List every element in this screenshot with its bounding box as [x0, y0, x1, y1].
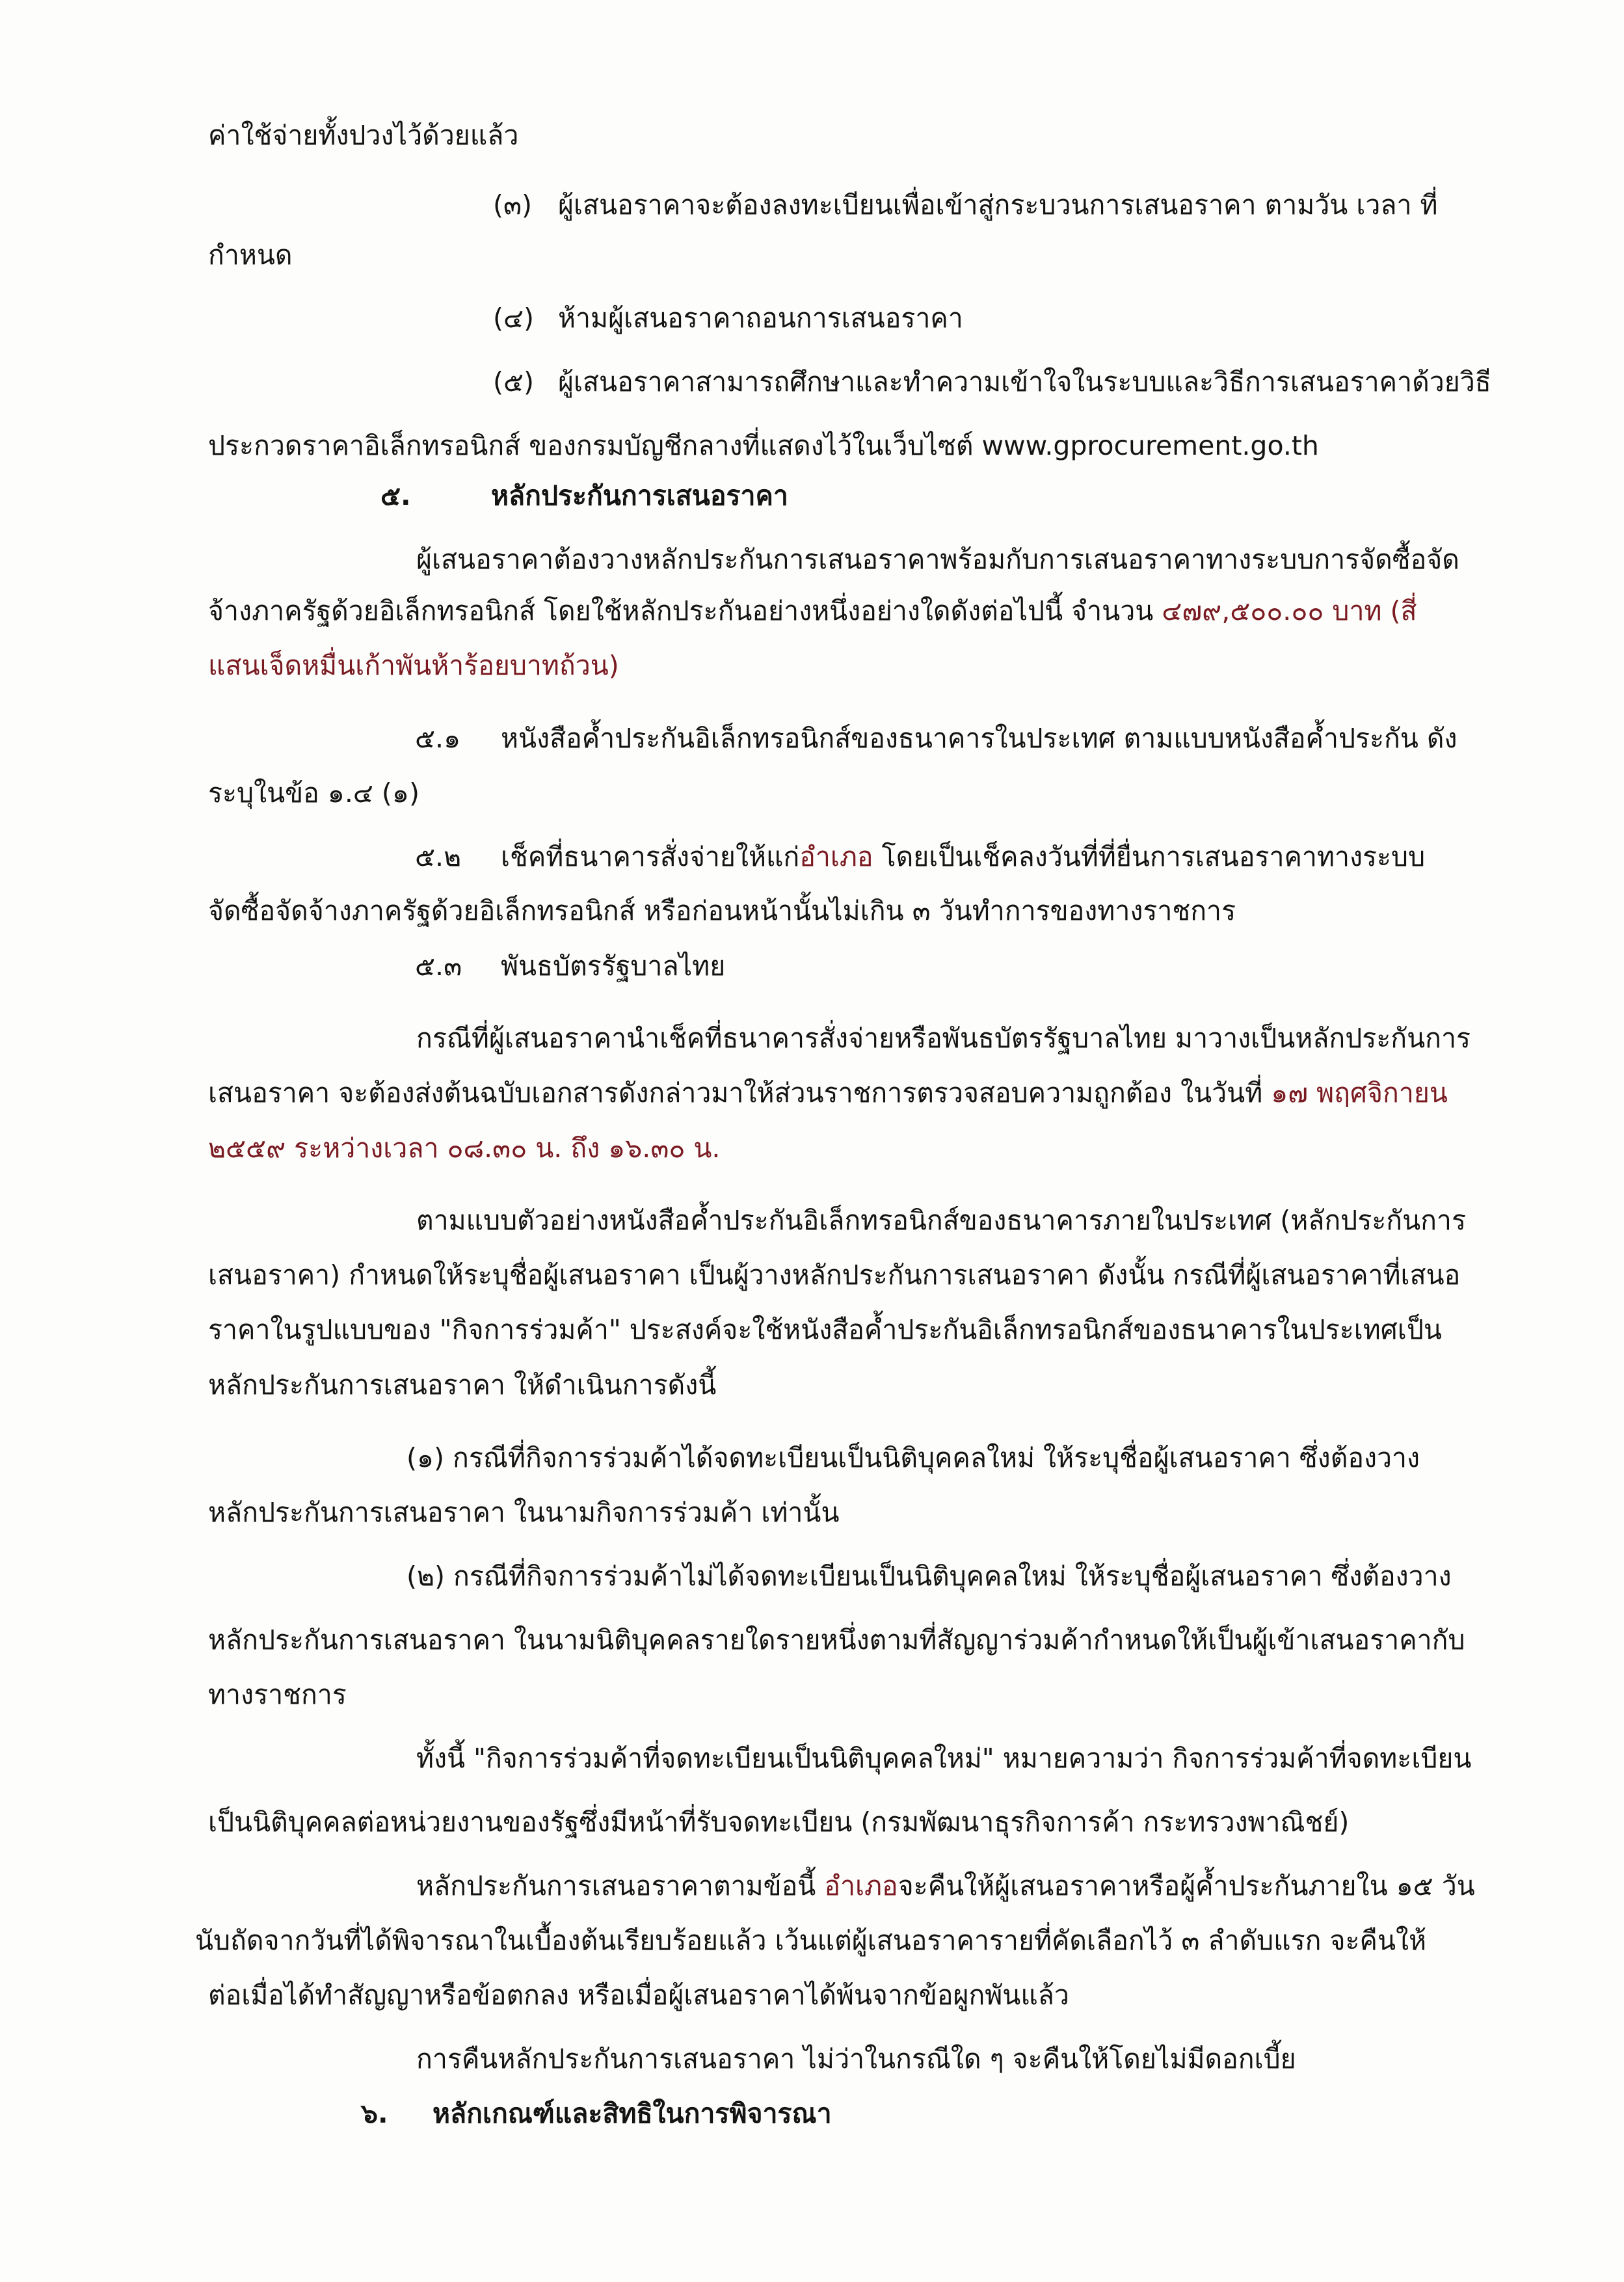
text-line: ประกวดราคาอิเล็กทรอนิกส์ ของกรมบัญชีกลางที่แสดงไว้ในเว็บไซต์ www.gprocurement.go.th [208, 430, 1319, 461]
text-line: ทางราชการ [208, 1679, 347, 1710]
text-line: จัดซื้อจัดจ้างภาครัฐด้วยอิเล็กทรอนิกส์ หรือก่อนหน้านั้นไม่เกิน ๓ วันทำการของทางราชการ [208, 895, 1236, 926]
list-item-4: (๔) ห้ามผู้เสนอราคาถอนการเสนอราคา [493, 302, 963, 334]
text-line: หลักประกันการเสนอราคาตามข้อนี้ อำเภอจะคืนให้ผู้เสนอราคาหรือผู้ค้ำประกันภายใน ๑๕ วัน [416, 1870, 1475, 1901]
text-line: แสนเจ็ดหมื่นเก้าพันห้าร้อยบาทถ้วน) [208, 650, 619, 681]
text-line: เป็นนิติบุคคลต่อหน่วยงานของรัฐซึ่งมีหน้าที่รับจดทะเบียน (กรมพัฒนาธุรกิจการค้า กระทรวงพาณิชย์) [208, 1806, 1350, 1838]
list-item-5: (๕) ผู้เสนอราคาสามารถศึกษาและทำความเข้าใจในระบบและวิธีการเสนอราคาด้วยวิธี [493, 366, 1491, 397]
section-heading-6: ๖. หลักเกณฑ์และสิทธิในการพิจารณา [361, 2098, 832, 2129]
text-line: ค่าใช้จ่ายทั้งปวงไว้ด้วยแล้ว [208, 120, 519, 151]
list-item-3: (๓) ผู้เสนอราคาจะต้องลงทะเบียนเพื่อเข้าสู่กระบวนการเสนอราคา ตามวัน เวลา ที่ [493, 189, 1438, 221]
sub-item-5-3: ๕.๓ พันธบัตรรัฐบาลไทย [415, 950, 726, 982]
text-line: (๒) กรณีที่กิจการร่วมค้าไม่ได้จดทะเบียนเป็นนิติบุคคลใหม่ ให้ระบุชื่อผู้เสนอราคา ซึ่งต้องวาง [406, 1561, 1452, 1592]
sub-item-5-1: ๕.๑ หนังสือค้ำประกันอิเล็กทรอนิกส์ของธนาคารในประเทศ ตามแบบหนังสือค้ำประกัน ดัง [415, 723, 1458, 754]
section-heading-5: ๕. หลักประกันการเสนอราคา [380, 480, 788, 511]
text-line: หลักประกันการเสนอราคา ในนามกิจการร่วมค้า เท่านั้น [208, 1497, 840, 1528]
text-line: เสนอราคา) กำหนดให้ระบุชื่อผู้เสนอราคา เป็นผู้วางหลักประกันการเสนอราคา ดังนั้น กรณีที่ผู้เสนอราคาที่เสนอ [208, 1259, 1461, 1291]
text-line: กรณีที่ผู้เสนอราคานำเช็คที่ธนาคารสั่งจ่ายหรือพันธบัตรรัฐบาลไทย มาวางเป็นหลักประกันการ [416, 1023, 1471, 1054]
sub-item-5-2: ๕.๒ เช็คที่ธนาคารสั่งจ่ายให้แก่อำเภอ โดยเป็นเช็คลงวันที่ที่ยื่นการเสนอราคาทางระบบ [415, 841, 1426, 872]
text-line: หลักประกันการเสนอราคา ให้ดำเนินการดังนี้ [208, 1369, 717, 1401]
text-line: เสนอราคา จะต้องส่งต้นฉบับเอกสารดังกล่าวมาให้ส่วนราชการตรวจสอบความถูกต้อง ในวันที่ ๑๗ พฤศจิกายน [208, 1077, 1448, 1108]
text-line: ผู้เสนอราคาต้องวางหลักประกันการเสนอราคาพร้อมกับการเสนอราคาทางระบบการจัดซื้อจัด [416, 544, 1459, 575]
text-line: การคืนหลักประกันการเสนอราคา ไม่ว่าในกรณีใด ๆ จะคืนให้โดยไม่มีดอกเบี้ย [416, 2043, 1296, 2074]
text-line: ราคาในรูปแบบของ "กิจการร่วมค้า" ประสงค์จะใช้หนังสือค้ำประกันอิเล็กทรอนิกส์ของธนาคารในประเทศเป็น [208, 1314, 1442, 1345]
text-line: หลักประกันการเสนอราคา ในนามนิติบุคคลรายใดรายหนึ่งตามที่สัญญาร่วมค้ากำหนดให้เป็นผู้เข้าเสนอราคากับ [208, 1624, 1465, 1656]
text-line: กำหนด [208, 239, 293, 271]
text-line: (๑) กรณีที่กิจการร่วมค้าได้จดทะเบียนเป็นนิติบุคคลใหม่ ให้ระบุชื่อผู้เสนอราคา ซึ่งต้องวาง [406, 1442, 1420, 1473]
text-line: ต่อเมื่อได้ทำสัญญาหรือข้อตกลง หรือเมื่อผู้เสนอราคาได้พ้นจากข้อผูกพันแล้ว [208, 1980, 1069, 2011]
text-line: นับถัดจากวันที่ได้พิจารณาในเบื้องต้นเรียบร้อยแล้ว เว้นแต่ผู้เสนอราคารายที่คัดเลือกไว้ ๓ ลำดับแรก จะคืนให้ [195, 1925, 1427, 1956]
text-line: ตามแบบตัวอย่างหนังสือค้ำประกันอิเล็กทรอนิกส์ของธนาคารภายในประเทศ (หลักประกันการ [416, 1205, 1466, 1236]
text-line: ๒๕๕๙ ระหว่างเวลา ๐๘.๓๐ น. ถึง ๑๖.๓๐ น. [208, 1133, 721, 1164]
text-line: ระบุในข้อ ๑.๔ (๑) [208, 777, 419, 809]
text-line: จ้างภาครัฐด้วยอิเล็กทรอนิกส์ โดยใช้หลักประกันอย่างหนึ่งอย่างใดดังต่อไปนี้ จำนวน ๔๗๙,๕๐๐.๐๐ บาท (สี่ [208, 595, 1417, 626]
text-line: ทั้งนี้ "กิจการร่วมค้าที่จดทะเบียนเป็นนิติบุคคลใหม่" หมายความว่า กิจการร่วมค้าที่จดทะเบียน [416, 1743, 1472, 1774]
